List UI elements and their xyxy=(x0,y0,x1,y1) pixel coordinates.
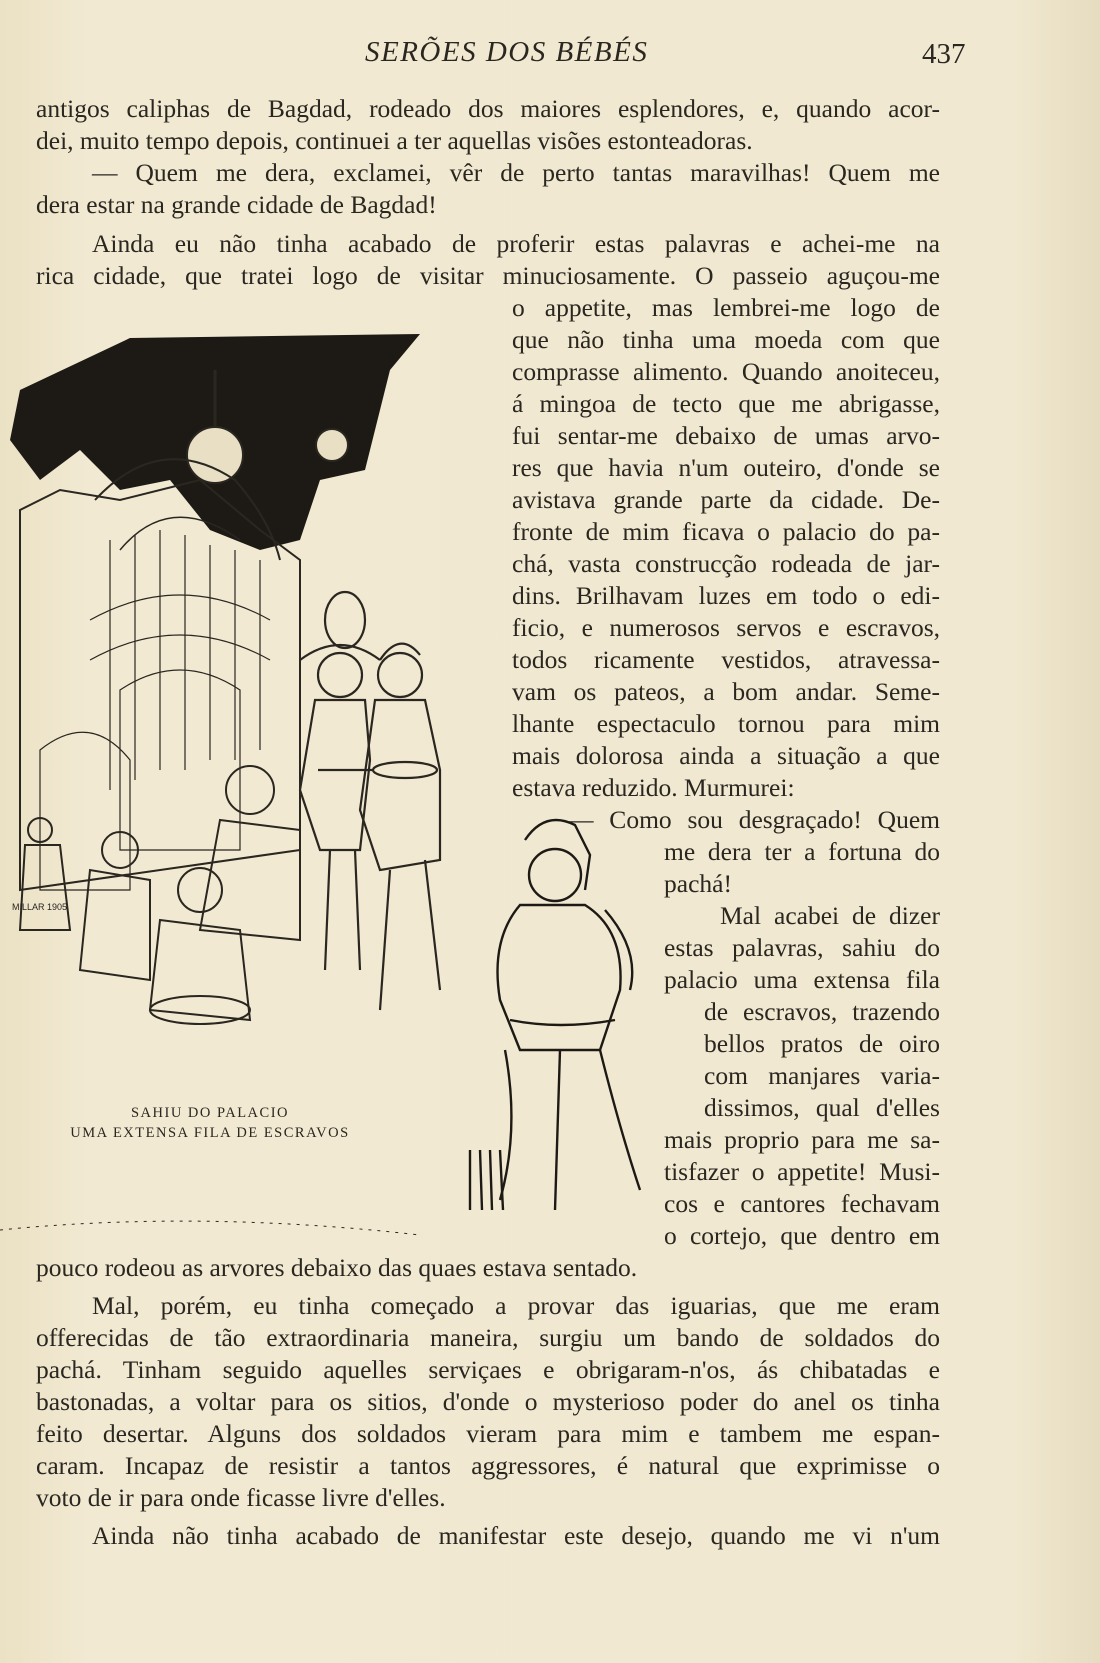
text-line: Ainda eu não tinha acabado de proferir estas palavras e achei-me na xyxy=(92,229,940,258)
text-line: chá, vasta construcção rodeada de jar- xyxy=(512,549,940,578)
text-line: de escravos, trazendo xyxy=(704,997,940,1026)
text-line: estava reduzido. Murmurei: xyxy=(512,773,795,802)
text-line: — Quem me dera, exclamei, vêr de perto tantas maravilhas! Quem me xyxy=(92,158,940,187)
running-head xyxy=(0,30,1100,74)
text-line: vam os pateos, a bom andar. Seme- xyxy=(512,677,940,706)
text-line: feito desertar. Alguns dos soldados vieram para mim e tambem me espan- xyxy=(36,1419,940,1448)
text-line: cos e cantores fechavam xyxy=(664,1189,940,1218)
text-line: todos ricamente vestidos, atravessa- xyxy=(512,645,940,674)
text-line: Ainda não tinha acabado de manifestar este desejo, quando me vi n'um xyxy=(92,1521,940,1550)
artist-signature: MILLAR 1905 xyxy=(12,902,68,912)
text-line: Mal acabei de dizer xyxy=(720,901,940,930)
text-line: fronte de mim ficava o palacio do pa- xyxy=(512,517,940,546)
text-line: o appetite, mas lembrei-me logo de xyxy=(512,293,940,322)
text-line: me dera ter a fortuna do xyxy=(664,837,940,866)
text-line: antigos caliphas de Bagdad, rodeado dos maiores esplendores, e, quando acor- xyxy=(36,94,940,123)
text-line: dissimos, qual d'elles xyxy=(704,1093,940,1122)
text-line: fui sentar-me debaixo de umas arvo- xyxy=(512,421,940,450)
text-line: pachá. Tinham seguido aquelles serviçaes e obrigaram-n'os, ás chibatadas e xyxy=(36,1355,940,1384)
palace-illustration xyxy=(0,330,660,1315)
text-line: avistava grande parte da cidade. De- xyxy=(512,485,940,514)
text-line: offerecidas de tão extraordinaria maneira, surgiu um bando de soldados do xyxy=(36,1323,940,1352)
text-line: á mingoa de tecto que me abrigasse, xyxy=(512,389,940,418)
text-line: dera estar na grande cidade de Bagdad! xyxy=(36,190,437,219)
caption-line-2: UMA EXTENSA FILA DE ESCRAVOS xyxy=(70,1125,350,1141)
text-line: lhante espectaculo tornou para mim xyxy=(512,709,940,738)
text-line: voto de ir para onde ficasse livre d'elles. xyxy=(36,1483,446,1512)
text-line: comprasse alimento. Quando anoiteceu, xyxy=(512,357,940,386)
text-line: mais dolorosa ainda a situação a que xyxy=(512,741,940,770)
text-line: pouco rodeou as arvores debaixo das quaes estava sentado. xyxy=(36,1253,638,1282)
text-line: rica cidade, que tratei logo de visitar minuciosamente. O passeio aguçou-me xyxy=(36,261,940,290)
text-line: bastonadas, a voltar para os sitios, d'onde o mysterioso poder do anel os tinha xyxy=(36,1387,940,1416)
text-line: palacio uma extensa fila xyxy=(664,965,940,994)
text-line: ficio, e numerosos servos e escravos, xyxy=(512,613,940,642)
text-line: estas palavras, sahiu do xyxy=(664,933,940,962)
text-line: dins. Brilhavam luzes em todo o edi- xyxy=(512,581,940,610)
running-title: SERÕES DOS BÉBÉS xyxy=(365,36,649,68)
text-line: com manjares varia- xyxy=(704,1061,940,1090)
caption-line-1: SAHIU DO PALACIO xyxy=(130,1105,289,1121)
text-line: Mal, porém, eu tinha começado a provar das iguarias, que me eram xyxy=(92,1291,940,1320)
text-line: bellos pratos de oiro xyxy=(704,1029,940,1058)
text-line: pachá! xyxy=(664,869,732,898)
text-line: caram. Incapaz de resistir a tantos aggressores, é natural que exprimisse o xyxy=(36,1451,940,1480)
engraving-drawing xyxy=(0,330,660,1315)
text-line: que não tinha uma moeda com que xyxy=(512,325,940,354)
page-number: 437 xyxy=(922,38,966,70)
text-line: o cortejo, que dentro em xyxy=(664,1221,940,1250)
text-line: tisfazer o appetite! Musi- xyxy=(664,1157,940,1186)
text-line: — Como sou desgraçado! Quem xyxy=(568,805,940,834)
text-line: dei, muito tempo depois, continuei a ter aquellas visões estonteadoras. xyxy=(36,126,753,155)
text-line: mais proprio para me sa- xyxy=(664,1125,940,1154)
text-line: res que havia n'um outeiro, d'onde se xyxy=(512,453,940,482)
